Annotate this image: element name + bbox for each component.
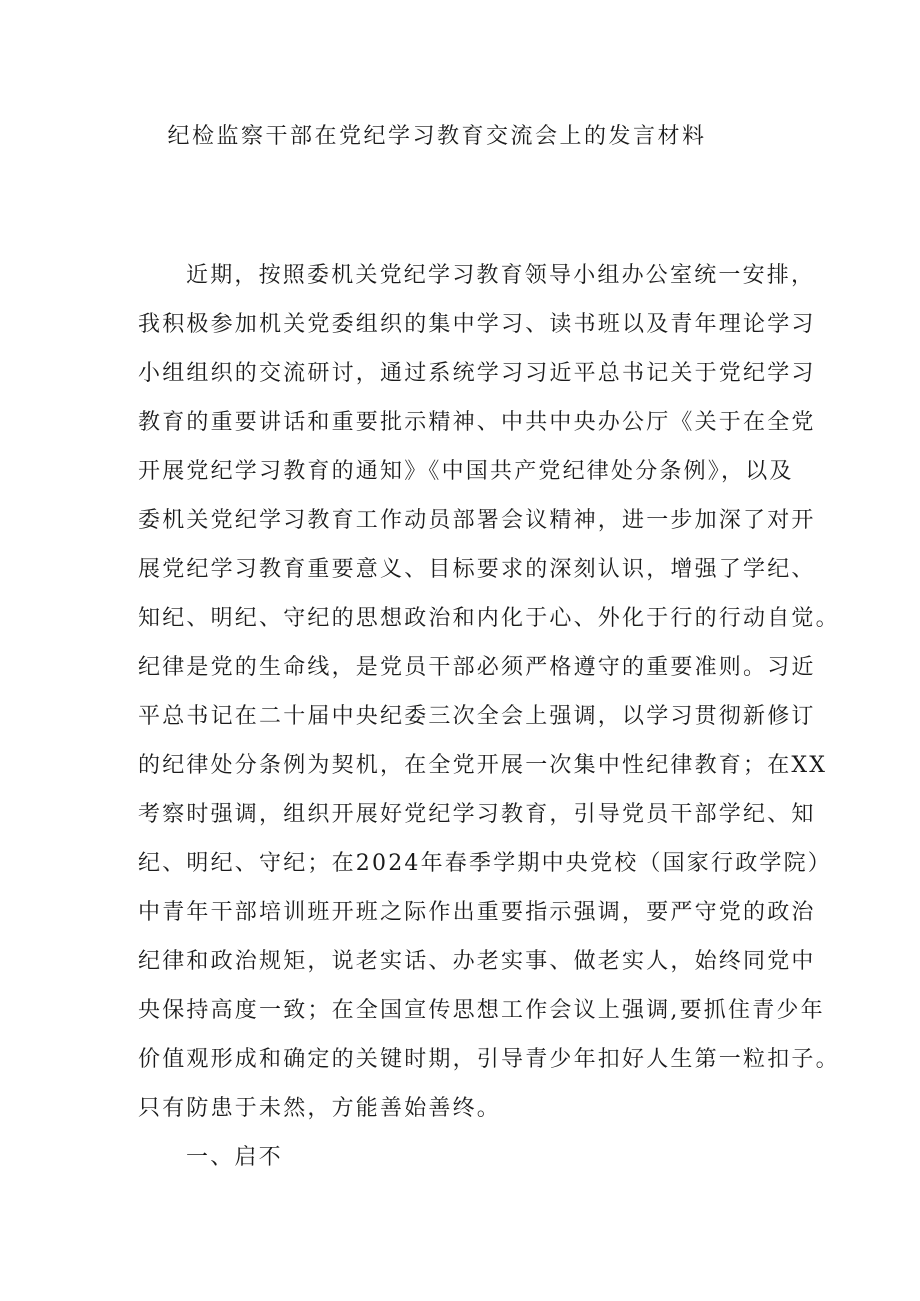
paragraph-line: 纪律和政治规矩，说老实话、办老实事、做老实人，始终同党中	[138, 949, 816, 974]
section-heading: 一、启不	[186, 1145, 283, 1170]
paragraph-line: 纪律是党的生命线，是党员干部必须严格遵守的重要准则。习近	[138, 655, 816, 680]
paragraph-line: 开展党纪学习教育的通知》《中国共产党纪律处分条例》，以及	[138, 459, 794, 484]
paragraph-line: 只有防患于未然，方能善始善终。	[138, 1096, 502, 1121]
paragraph-line: 我积极参加机关党委组织的集中学习、读书班以及青年理论学习	[138, 312, 816, 337]
paragraph-line: 央保持高度一致；在全国宣传思想工作会议上强调,要抓住青少年	[138, 998, 825, 1023]
paragraph-line: 纪、明纪、守纪；在2024年春季学期中央党校（国家行政学院）	[138, 851, 832, 876]
paragraph-line: 展党纪学习教育重要意义、目标要求的深刻认识，增强了学纪、	[138, 557, 816, 582]
paragraph-line: 的纪律处分条例为契机，在全党开展一次集中性纪律教育；在XX	[138, 753, 828, 778]
paragraph-line: 价值观形成和确定的关键时期，引导青少年扣好人生第一粒扣子。	[138, 1047, 840, 1072]
document-title: 纪检监察干部在党纪学习教育交流会上的发言材料	[167, 124, 707, 149]
paragraph-line: 考察时强调，组织开展好党纪学习教育，引导党员干部学纪、知	[138, 802, 816, 827]
paragraph-line: 知纪、明纪、守纪的思想政治和内化于心、外化于行的行动自觉。	[138, 606, 840, 631]
paragraph-line: 委机关党纪学习教育工作动员部署会议精神，进一步加深了对开	[138, 508, 816, 533]
paragraph-line: 小组组织的交流研讨，通过系统学习习近平总书记关于党纪学习	[138, 361, 816, 386]
paragraph-line: 中青年干部培训班开班之际作出重要指示强调，要严守党的政治	[138, 900, 816, 925]
paragraph-line: 平总书记在二十届中央纪委三次全会上强调，以学习贯彻新修订	[138, 704, 816, 729]
paragraph-line: 近期，按照委机关党纪学习教育领导小组办公室统一安排，	[186, 263, 816, 288]
paragraph-line: 教育的重要讲话和重要批示精神、中共中央办公厅《关于在全党	[138, 410, 816, 435]
